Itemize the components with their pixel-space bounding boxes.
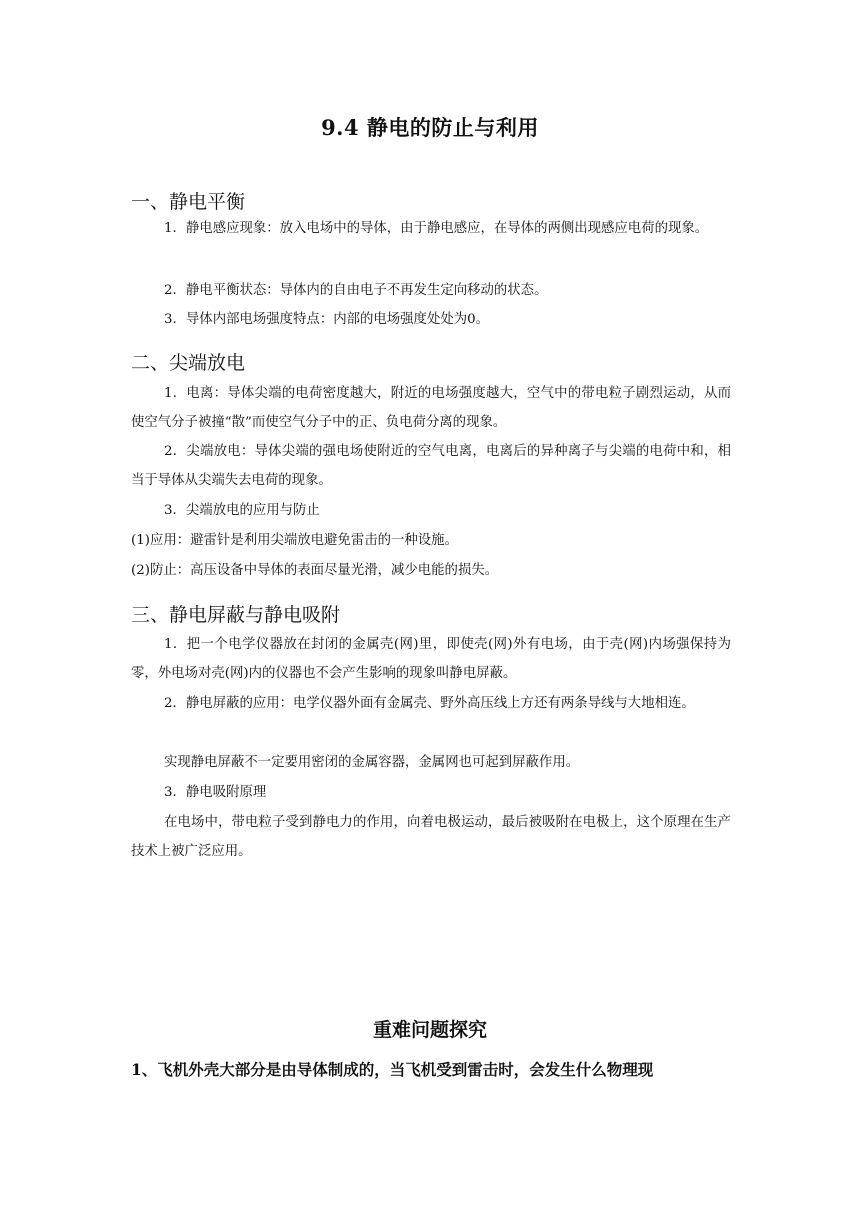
paragraph-2-1: 1．电离：导体尖端的电荷密度越大，附近的电场强度越大，空气中的带电粒子剧烈运动，从而使空气分子被撞“散”而使空气分子中的正、负电荷分离的现象。 bbox=[131, 386, 731, 430]
explore-heading: 重难问题探究 bbox=[372, 1019, 487, 1041]
paragraph-1-1: 1．静电感应现象：放入电场中的导体，由于静电感应，在导体的两侧出现感应电荷的现象。 bbox=[164, 221, 709, 236]
paragraph-2-3: 3．尖端放电的应用与防止 bbox=[164, 503, 320, 518]
paragraph-1-2: 2．静电平衡状态：导体内的自由电子不再发生定向移动的状态。 bbox=[164, 283, 548, 298]
paragraph-3-3: 实现静电屏蔽不一定要用密闭的金属容器，金属网也可起到屏蔽作用。 bbox=[164, 755, 580, 770]
section-heading-2: 二、尖端放电 bbox=[131, 352, 246, 374]
paragraph-3-4: 3．静电吸附原理 bbox=[164, 785, 267, 800]
paragraph-2-4: (1)应用：避雷针是利用尖端放电避免雷击的一种设施。 bbox=[131, 533, 458, 548]
paragraph-2-2: 2．尖端放电：导体尖端的强电场使附近的空气电离，电离后的异种离子与尖端的电荷中和，相当于导体从尖端失去电荷的现象。 bbox=[131, 444, 731, 488]
paragraph-3-1: 1．把一个电学仪器放在封闭的金属壳(网)里，即使壳(网)外有电场，由于壳(网)内场强保持为零，外电场对壳(网)内的仪器也不会产生影响的现象叫静电屏蔽。 bbox=[131, 637, 731, 681]
paragraph-3-2: 2．静电屏蔽的应用：电学仪器外面有金属壳、野外高压线上方还有两条导线与大地相连。 bbox=[164, 696, 695, 711]
paragraph-3-5: 在电场中，带电粒子受到静电力的作用，向着电极运动，最后被吸附在电极上，这个原理在生产技术上被广泛应用。 bbox=[131, 815, 731, 859]
section-heading-1: 一、静电平衡 bbox=[131, 191, 246, 213]
explore-question-1: 1、飞机外壳大部分是由导体制成的，当飞机受到雷击时，会发生什么物理现 bbox=[131, 1060, 654, 1079]
section-heading-3: 三、静电屏蔽与静电吸附 bbox=[131, 604, 341, 626]
paragraph-2-5: (2)防止：高压设备中导体的表面尽量光滑，减少电能的损失。 bbox=[131, 563, 499, 578]
document-title: 9.4 静电的防止与利用 bbox=[321, 115, 539, 140]
paragraph-1-3: 3．导体内部电场强度特点：内部的电场强度处处为0。 bbox=[164, 312, 490, 327]
